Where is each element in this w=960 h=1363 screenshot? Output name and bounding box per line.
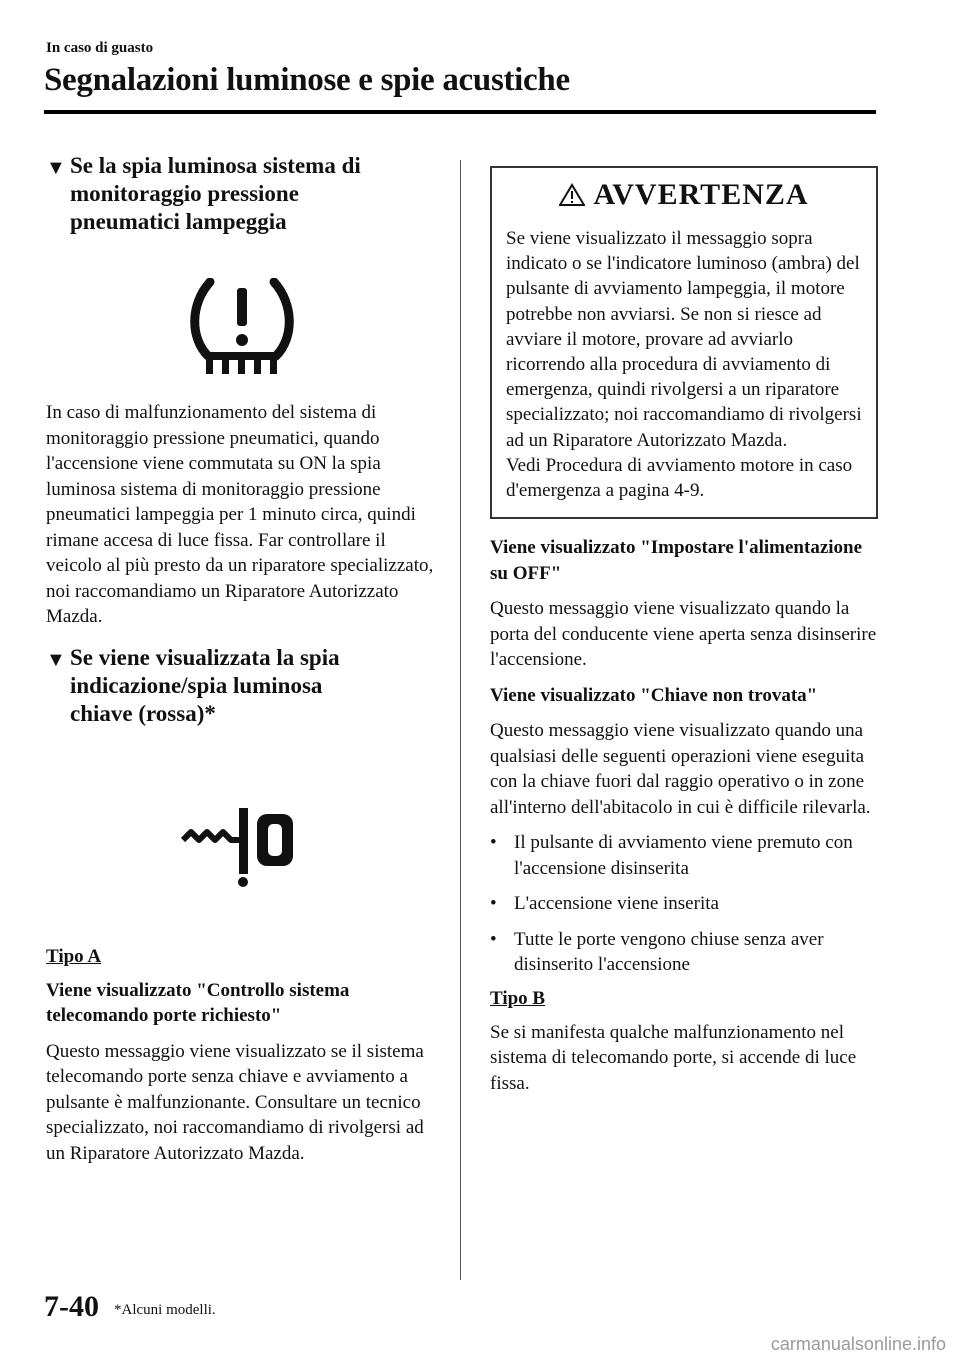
tipo-a-subheading: Viene visualizzato "Controllo sistema telecomando porte richiesto"	[46, 979, 350, 1026]
tpms-warning-icon	[46, 278, 438, 378]
bullet-icon: •	[490, 832, 497, 854]
list-item: • Tutte le porte vengono chiuse senza aver disinserito l'accensione	[490, 928, 824, 976]
left-column	[46, 152, 438, 1166]
tipo-a-text: Questo messaggio viene visualizzato se il sistema telecomando porte senza chiave e avviamento a pulsante è malfunzionante. Consultare un tecnico specializzato, noi raccomandiamo di rivolgersi ad un Riparatore Autorizzato Mazda.	[46, 1040, 424, 1164]
page-number: 7-40	[44, 1290, 99, 1323]
tipo-b-label: Tipo B	[490, 987, 546, 1009]
list-item: • L'accensione viene inserita	[490, 891, 878, 917]
subheading-power-off: Viene visualizzato "Impostare l'alimentazione su OFF"	[490, 537, 863, 584]
warning-triangle-icon	[559, 183, 585, 207]
tpms-paragraph: In caso di malfunzionamento del sistema di monitoraggio pressione pneumatici, quando l'accensione viene commutata su ON la spia luminosa sistema di monitoraggio pressione pneumatici lampeggia per 1 minuto circa, quindi rimane accesa di luce fissa. Far controllare il veicolo al più presto da un riparatore specializzato, noi raccomandiamo un Riparatore Autorizzato Mazda.	[46, 402, 434, 627]
subheading-key-not-found: Viene visualizzato "Chiave non trovata"	[490, 684, 818, 706]
column-divider	[460, 160, 461, 1280]
page-title: Segnalazioni luminose e spie acustiche	[44, 62, 570, 98]
bullet-icon: •	[490, 893, 497, 915]
warning-reference: Vedi Procedura di avviamento motore in caso d'emergenza a pagina 4-9.	[506, 454, 853, 502]
tipo-b-text: Se si manifesta qualche malfunzionamento nel sistema di telecomando porte, si accende di luce fissa.	[490, 1021, 857, 1094]
triangle-marker-icon: ▼	[46, 648, 66, 671]
list-item: • Il pulsante di avviamento viene premuto con l'accensione disinserita	[490, 832, 853, 879]
key-warning-icon	[46, 800, 438, 890]
triangle-marker-icon: ▼	[46, 157, 66, 179]
footnote: *Alcuni modelli.	[114, 1302, 216, 1318]
warning-title: AVVERTENZA	[492, 168, 876, 226]
right-column	[490, 166, 878, 1096]
section-label: In caso di guasto	[46, 40, 154, 56]
text-power-off: Questo messaggio viene visualizzato quando la porta del conducente viene aperta senza disinserire l'accensione.	[490, 598, 877, 671]
heading-key-warning: ▼ Se viene visualizzata la spia indicazione/spia luminosa chiave (rossa)*	[46, 644, 340, 726]
warning-body	[492, 226, 876, 517]
title-rule	[44, 110, 876, 114]
tipo-a-label: Tipo A	[46, 945, 102, 967]
heading-tpms-blinking: ▼ Se la spia luminosa sistema di monitoraggio pressione pneumatici lampeggia	[46, 153, 361, 234]
watermark: carmanualsonline.info	[770, 1334, 946, 1354]
text-key-not-found: Questo messaggio viene visualizzato quando una qualsiasi delle seguenti operazioni viene eseguita con la chiave fuori dal raggio operativo o in zone all'interno dell'abitacolo in cui è difficile rilevarla.	[490, 720, 871, 818]
warning-box	[490, 166, 878, 519]
bullet-icon: •	[490, 928, 497, 950]
warning-text: Se viene visualizzato il messaggio sopra indicato o se l'indicatore luminoso (ambra) del pulsante di avviamento lampeggia, il motore potrebbe non avviarsi. Se non si riesce ad avviare il motore, provare ad avviarlo ricorrendo alla procedura di avviamento di emergenza, quindi rivolgersi a un riparatore specializzato; noi raccomandiamo di rivolgersi ad un Riparatore Autorizzato Mazda.	[506, 228, 862, 451]
